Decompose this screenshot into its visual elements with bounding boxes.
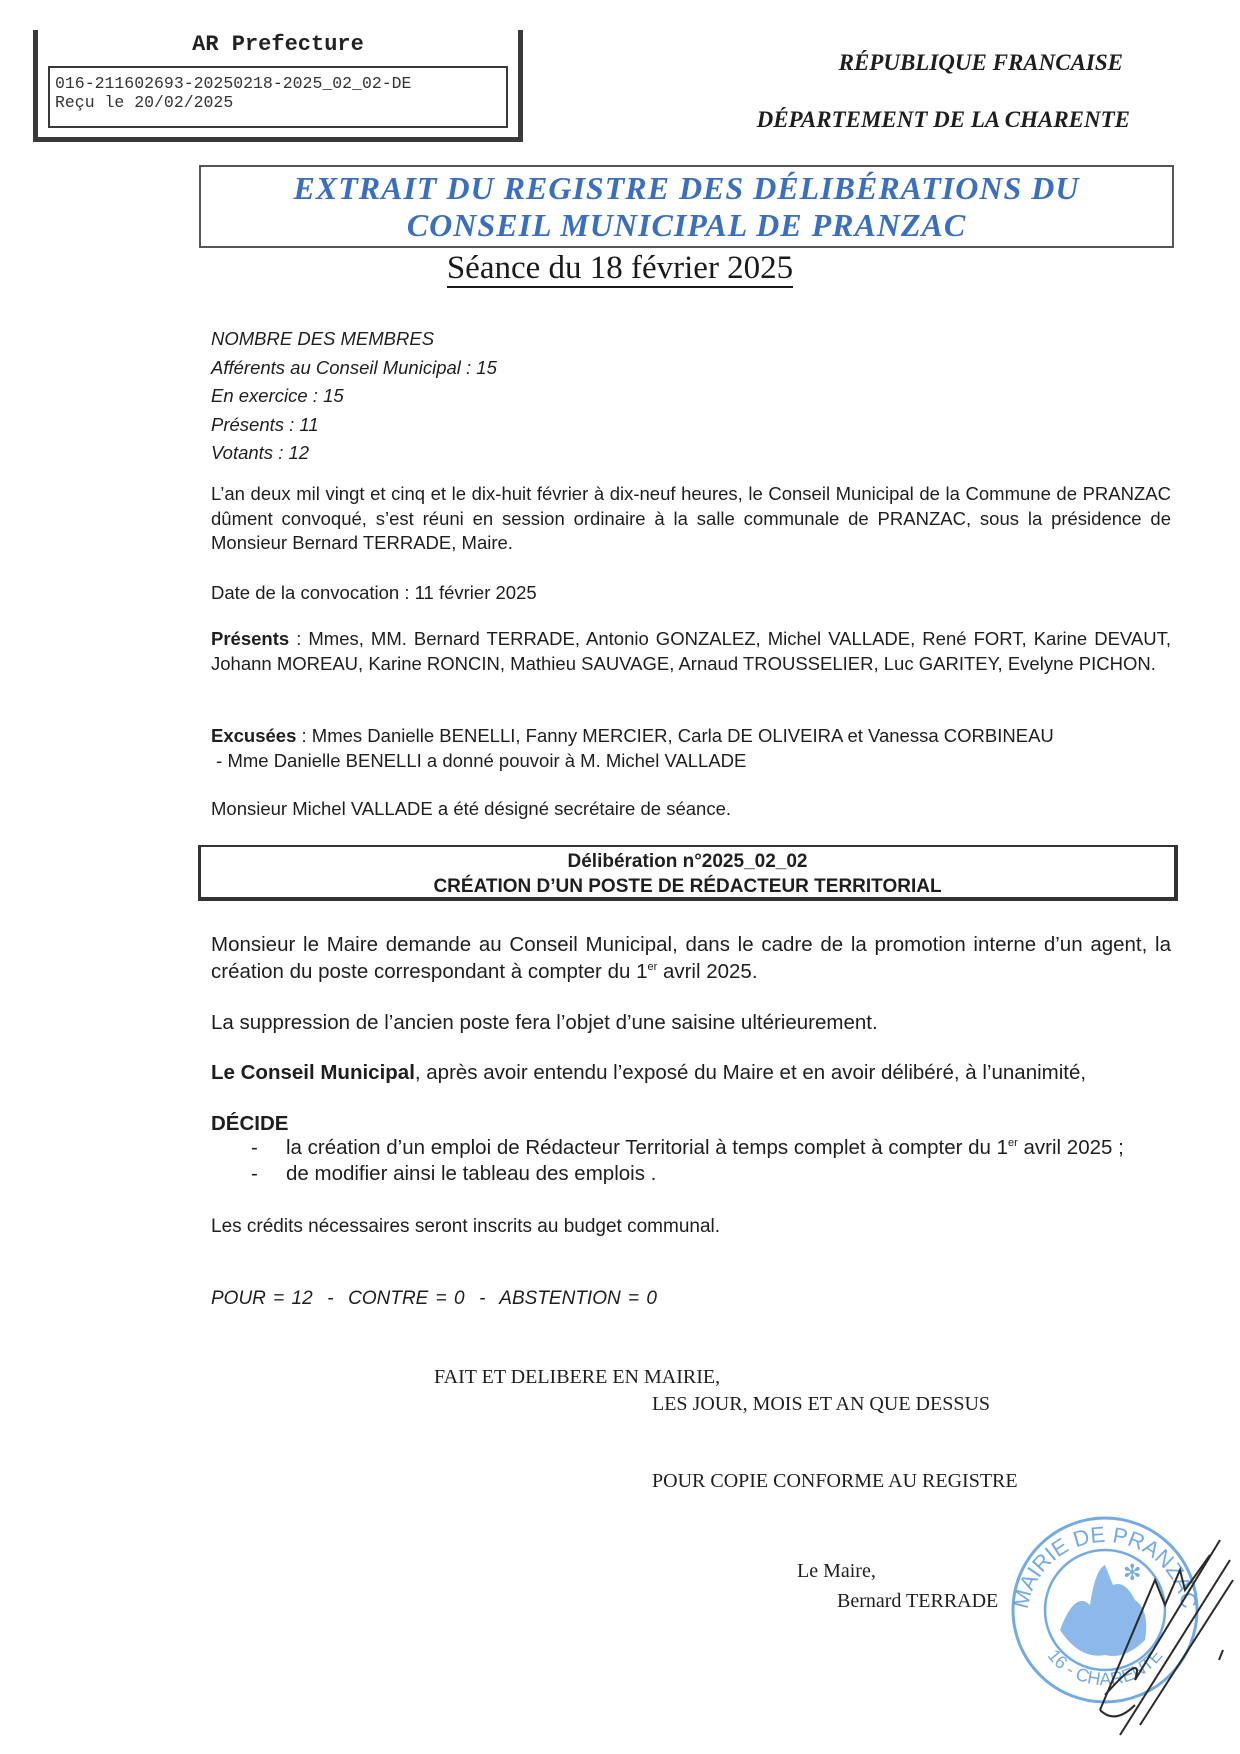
republic-heading: RÉPUBLIQUE FRANCAISE: [838, 50, 1123, 75]
presents-paragraph: [211, 627, 1171, 676]
excusees-label: Excusées: [211, 725, 297, 746]
ar-stamp-title: AR Prefecture: [192, 32, 364, 57]
svg-text:16 - CHARENTE: 16 - CHARENTE: [1043, 1645, 1167, 1690]
members-heading: NOMBRE DES MEMBRES: [211, 328, 435, 349]
closing-fait: FAIT ET DELIBERE EN MAIRIE,: [434, 1366, 721, 1388]
convocation-date: Date de la convocation : 11 février 2025: [211, 582, 537, 603]
document-title-line2: CONSEIL MUNICIPAL DE PRANZAC: [406, 207, 967, 243]
deliberation-header: [198, 845, 1178, 901]
decision-item: - la création d’un emploi de Rédacteur Territorial à temps complet à compter du 1er avril 2025 ;: [251, 1136, 1124, 1159]
ar-stamp-details: [48, 66, 508, 128]
session-date-label: Séance du 18 février 2025: [446, 250, 794, 286]
ar-stamp-received-date: Reçu le 20/02/2025: [55, 93, 234, 112]
session-date: [0, 250, 1240, 287]
secretaire-note: Monsieur Michel VALLADE a été désigné secrétaire de séance.: [211, 798, 731, 819]
decide-heading: DÉCIDE: [211, 1112, 289, 1135]
decision-item: - de modifier ainsi le tableau des emplois .: [251, 1162, 657, 1185]
ar-stamp-reference: 016-211602693-20250218-2025_02_02-DE: [55, 74, 412, 93]
department-heading: DÉPARTEMENT DE LA CHARENTE: [756, 107, 1130, 132]
ar-prefecture-stamp: [33, 30, 523, 142]
svg-text:✻: ✻: [1123, 1561, 1142, 1586]
members-votants: Votants : 12: [211, 442, 310, 463]
svg-text:MAIRIE DE PRANZAC: MAIRIE DE PRANZAC: [1007, 1521, 1203, 1611]
vote-results: POUR = 12 - CONTRE = 0 - ABSTENTION = 0: [211, 1288, 657, 1309]
presents-list: : Mmes, MM. Bernard TERRADE, Antonio GONZALEZ, Michel VALLADE, René FORT, Karine DEVAUT, Johann MOREAU, Karine RONCIN, Mathieu SAUVAGE, Arnaud TROUSSELIER, Luc GARITEY, Evelyne PICHON.: [211, 628, 1171, 674]
body-paragraph-3: Le Conseil Municipal, après avoir entendu l’exposé du Maire et en avoir délibéré, à l’unanimité,: [211, 1061, 1087, 1084]
closing-copie: POUR COPIE CONFORME AU REGISTRE: [652, 1470, 1018, 1492]
members-en-exercice: En exercice : 15: [211, 385, 344, 406]
members-count: [211, 325, 497, 468]
presents-label: Présents: [211, 628, 290, 649]
deliberation-number: Délibération n°2025_02_02: [567, 851, 808, 872]
credits-note: Les crédits nécessaires seront inscrits au budget communal.: [211, 1216, 721, 1237]
members-afferents: Afférents au Conseil Municipal : 15: [211, 356, 497, 378]
intro-paragraph: L’an deux mil vingt et cinq et le dix-huit février à dix-neuf heures, le Conseil Municipal de la Commune de PRANZAC dûment convoqué, s’est réuni en session ordinaire à la salle communale de PRANZAC, sous la présidence de Monsieur Bernard TERRADE, Maire.: [211, 483, 1171, 553]
document-title-line1: EXTRAIT DU REGISTRE DES DÉLIBÉRATIONS DU: [293, 170, 1080, 206]
deliberation-subject: CRÉATION D’UN POSTE DE RÉDACTEUR TERRITORIAL: [433, 876, 942, 897]
municipal-seal-icon: [1005, 1510, 1235, 1740]
signatory-role: Le Maire,: [797, 1560, 876, 1582]
body-paragraph-2: La suppression de l’ancien poste fera l’objet d’une saisine ultérieurement.: [211, 1011, 878, 1034]
decision-list: [211, 1135, 1124, 1187]
excusees-paragraph: [211, 724, 1171, 773]
members-presents: Présents : 11: [211, 413, 319, 435]
pouvoir-note: - Mme Danielle BENELLI a donné pouvoir à M. Michel VALLADE: [211, 749, 747, 771]
signatory-name: Bernard TERRADE: [837, 1590, 999, 1612]
document-title: [199, 165, 1174, 248]
excusees-list: : Mmes Danielle BENELLI, Fanny MERCIER, Carla DE OLIVEIRA et Vanessa CORBINEAU: [296, 725, 1054, 746]
closing-jour: LES JOUR, MOIS ET AN QUE DESSUS: [652, 1393, 991, 1415]
body-paragraph-1: Monsieur le Maire demande au Conseil Municipal, dans le cadre de la promotion interne d’un agent, la création du poste correspondant à compter du 1er avril 2025.: [211, 933, 1171, 983]
